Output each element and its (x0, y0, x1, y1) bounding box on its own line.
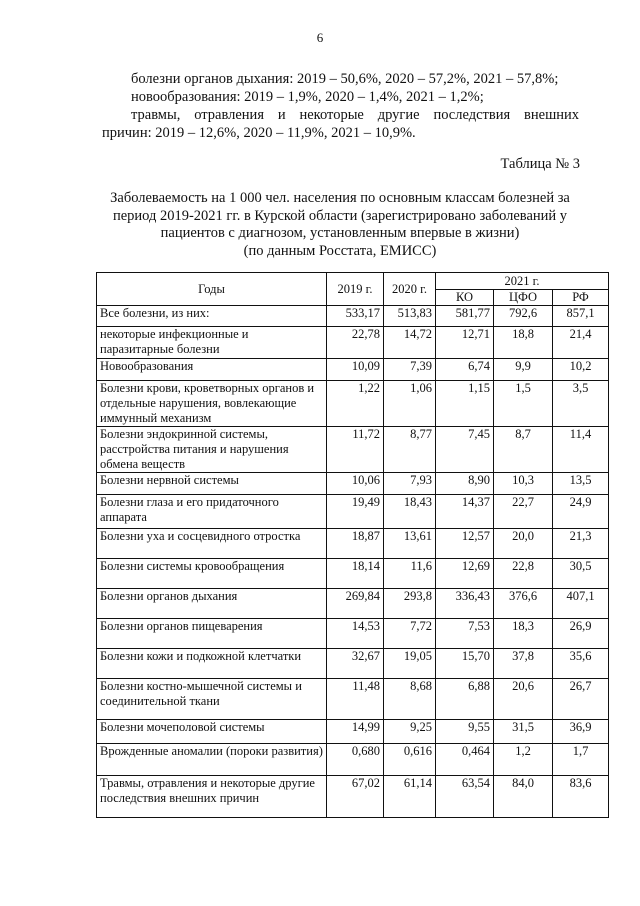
value-2019: 22,78 (327, 327, 384, 359)
disease-class-name: некоторые инфекционные и паразитарные болезни (97, 327, 327, 359)
value-2020: 0,616 (384, 744, 436, 776)
value-2021-ko: 7,53 (436, 619, 494, 649)
value-2019: 67,02 (327, 776, 384, 818)
paragraph-respiratory: болезни органов дыхания: 2019 – 50,6%, 2020 – 57,2%, 2021 – 57,8%; (131, 71, 559, 87)
value-2021-rf: 21,3 (553, 529, 609, 559)
disease-class-name: Болезни нервной системы (97, 473, 327, 495)
value-2020: 18,43 (384, 495, 436, 529)
table-row (97, 306, 609, 327)
value-2019: 269,84 (327, 589, 384, 619)
disease-class-name: Болезни кожи и подкожной клетчатки (97, 649, 327, 679)
value-2021-ko: 6,88 (436, 679, 494, 720)
value-2019: 19,49 (327, 495, 384, 529)
paragraph-injuries-cont: причин: 2019 – 12,6%, 2020 – 11,9%, 2021 – 10,9%. (102, 125, 416, 141)
value-2021-ko: 12,71 (436, 327, 494, 359)
header-rf: РФ (553, 290, 609, 306)
value-2021-cfo: 18,8 (494, 327, 553, 359)
disease-class-name: Болезни эндокринной системы, расстройства питания и нарушения обмена веществ (97, 427, 327, 473)
value-2020: 11,6 (384, 559, 436, 589)
value-2021-rf: 30,5 (553, 559, 609, 589)
value-2021-rf: 11,4 (553, 427, 609, 473)
value-2019: 11,72 (327, 427, 384, 473)
table-row (97, 559, 609, 589)
value-2019: 10,09 (327, 359, 384, 381)
value-2020: 7,72 (384, 619, 436, 649)
value-2021-cfo: 18,3 (494, 619, 553, 649)
value-2021-rf: 36,9 (553, 720, 609, 744)
value-2021-cfo: 22,8 (494, 559, 553, 589)
value-2020: 8,68 (384, 679, 436, 720)
value-2021-cfo: 10,3 (494, 473, 553, 495)
value-2021-ko: 14,37 (436, 495, 494, 529)
page-number: 6 (316, 30, 324, 45)
value-2021-rf: 1,7 (553, 744, 609, 776)
value-2021-cfo: 31,5 (494, 720, 553, 744)
value-2021-ko: 336,43 (436, 589, 494, 619)
value-2021-cfo: 84,0 (494, 776, 553, 818)
value-2021-rf: 24,9 (553, 495, 609, 529)
value-2020: 513,83 (384, 306, 436, 327)
table-row (97, 427, 609, 473)
header-ko: КО (436, 290, 494, 306)
table-caption (90, 190, 590, 260)
disease-class-name: Болезни уха и сосцевидного отростка (97, 529, 327, 559)
value-2021-ko: 7,45 (436, 427, 494, 473)
header-cfo: ЦФО (494, 290, 553, 306)
value-2020: 7,39 (384, 359, 436, 381)
value-2021-rf: 3,5 (553, 381, 609, 427)
table-number: Таблица № 3 (500, 156, 580, 172)
table-row (97, 776, 609, 818)
value-2020: 19,05 (384, 649, 436, 679)
value-2019: 533,17 (327, 306, 384, 327)
value-2021-ko: 1,15 (436, 381, 494, 427)
value-2019: 0,680 (327, 744, 384, 776)
disease-class-name: Болезни органов пищеварения (97, 619, 327, 649)
table-row (97, 495, 609, 529)
value-2021-cfo: 20,6 (494, 679, 553, 720)
morbidity-table (96, 272, 609, 818)
value-2021-cfo: 20,0 (494, 529, 553, 559)
disease-class-name: Врожденные аномалии (пороки развития) (97, 744, 327, 776)
value-2021-cfo: 1,5 (494, 381, 553, 427)
value-2020: 8,77 (384, 427, 436, 473)
value-2019: 14,53 (327, 619, 384, 649)
header-2020: 2020 г. (384, 273, 436, 306)
value-2019: 14,99 (327, 720, 384, 744)
table-row (97, 649, 609, 679)
caption-line: пациентов с диагнозом, установленным впервые в жизни) (160, 225, 520, 241)
value-2021-rf: 13,5 (553, 473, 609, 495)
disease-class-name: Болезни глаза и его придаточного аппарата (97, 495, 327, 529)
value-2019: 1,22 (327, 381, 384, 427)
value-2020: 9,25 (384, 720, 436, 744)
value-2021-rf: 857,1 (553, 306, 609, 327)
disease-class-name: Болезни органов дыхания (97, 589, 327, 619)
table-row (97, 359, 609, 381)
header-2021: 2021 г. (436, 273, 609, 290)
value-2021-rf: 10,2 (553, 359, 609, 381)
value-2019: 32,67 (327, 649, 384, 679)
paragraph-injuries: травмы, отравления и некоторые другие последствия внешних (131, 107, 579, 123)
table-row (97, 589, 609, 619)
value-2021-rf: 26,7 (553, 679, 609, 720)
value-2019: 18,87 (327, 529, 384, 559)
value-2019: 11,48 (327, 679, 384, 720)
value-2020: 61,14 (384, 776, 436, 818)
disease-class-name: Болезни крови, кроветворных органов и отдельные нарушения, вовлекающие иммунный механизм (97, 381, 327, 427)
value-2019: 18,14 (327, 559, 384, 589)
value-2021-ko: 15,70 (436, 649, 494, 679)
value-2021-ko: 9,55 (436, 720, 494, 744)
value-2020: 1,06 (384, 381, 436, 427)
value-2020: 14,72 (384, 327, 436, 359)
value-2021-rf: 21,4 (553, 327, 609, 359)
value-2020: 13,61 (384, 529, 436, 559)
value-2021-rf: 26,9 (553, 619, 609, 649)
disease-class-name: Болезни мочеполовой системы (97, 720, 327, 744)
table-row (97, 679, 609, 720)
table-row (97, 473, 609, 495)
value-2021-cfo: 37,8 (494, 649, 553, 679)
value-2021-ko: 12,69 (436, 559, 494, 589)
disease-class-name: Болезни костно-мышечной системы и соединительной ткани (97, 679, 327, 720)
table-row (97, 327, 609, 359)
disease-class-name: Болезни системы кровообращения (97, 559, 327, 589)
value-2021-cfo: 1,2 (494, 744, 553, 776)
value-2021-ko: 63,54 (436, 776, 494, 818)
value-2021-rf: 407,1 (553, 589, 609, 619)
value-2020: 293,8 (384, 589, 436, 619)
table-row (97, 381, 609, 427)
value-2021-cfo: 376,6 (494, 589, 553, 619)
caption-line: период 2019-2021 гг. в Курской области (зарегистрировано заболеваний у (112, 207, 568, 224)
value-2021-cfo: 22,7 (494, 495, 553, 529)
value-2021-cfo: 792,6 (494, 306, 553, 327)
value-2019: 10,06 (327, 473, 384, 495)
value-2021-ko: 0,464 (436, 744, 494, 776)
value-2021-ko: 581,77 (436, 306, 494, 327)
value-2021-cfo: 9,9 (494, 359, 553, 381)
table-row (97, 744, 609, 776)
value-2020: 7,93 (384, 473, 436, 495)
value-2021-ko: 6,74 (436, 359, 494, 381)
paragraph-neoplasms: новообразования: 2019 – 1,9%, 2020 – 1,4%, 2021 – 1,2%; (131, 89, 484, 105)
value-2021-ko: 8,90 (436, 473, 494, 495)
header-2019: 2019 г. (327, 273, 384, 306)
value-2021-rf: 83,6 (553, 776, 609, 818)
table-row (97, 619, 609, 649)
header-years: Годы (97, 273, 327, 306)
disease-class-name: Новообразования (97, 359, 327, 381)
caption-line: Заболеваемость на 1 000 чел. населения по основным классам болезней за (110, 190, 570, 206)
disease-class-name: Травмы, отравления и некоторые другие последствия внешних причин (97, 776, 327, 818)
table-row (97, 720, 609, 744)
caption-line: (по данным Росстата, ЕМИСС) (243, 242, 437, 259)
value-2021-ko: 12,57 (436, 529, 494, 559)
disease-class-name: Все болезни, из них: (97, 306, 327, 327)
value-2021-cfo: 8,7 (494, 427, 553, 473)
value-2021-rf: 35,6 (553, 649, 609, 679)
table-row (97, 529, 609, 559)
